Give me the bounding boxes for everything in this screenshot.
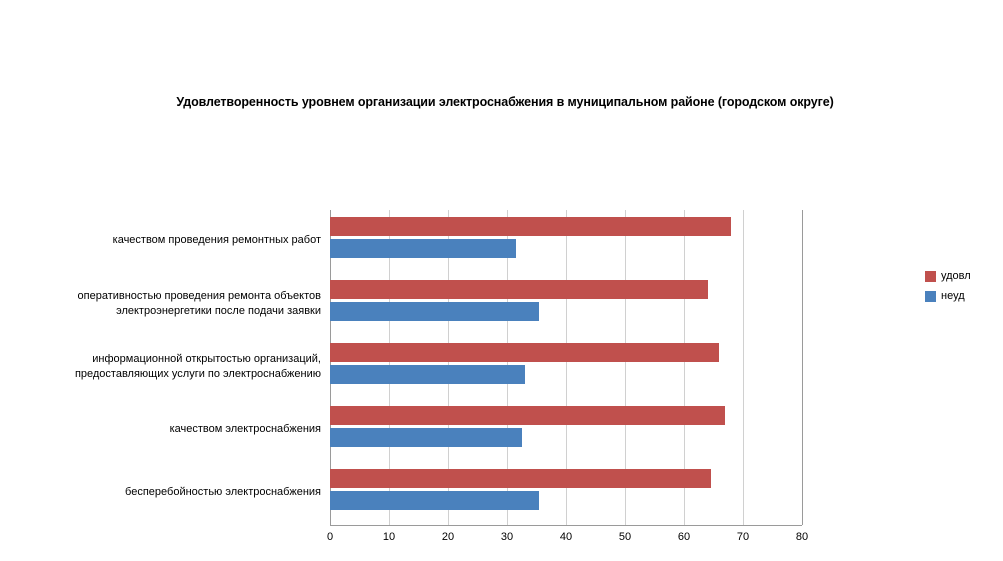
bar	[330, 428, 522, 447]
bar	[330, 343, 719, 362]
category-label: бесперебойностью электроснабжения	[125, 486, 321, 498]
bar	[330, 491, 539, 510]
x-tick-label: 40	[559, 531, 573, 543]
bar	[330, 239, 516, 258]
x-tick-label: 80	[795, 531, 809, 543]
x-axis	[330, 525, 802, 526]
bar	[330, 302, 539, 321]
category-label: информационной открытостью организаций, предоставляющих услуги по электроснабжению	[74, 352, 321, 380]
x-tick-label: 10	[382, 531, 396, 543]
category-label: качеством проведения ремонтных работ	[112, 234, 321, 246]
x-tick-label: 30	[500, 531, 514, 543]
x-tick-label: 20	[441, 531, 455, 543]
x-tick-label: 0	[326, 531, 334, 543]
x-tick-label: 70	[736, 531, 750, 543]
bar	[330, 406, 725, 425]
legend	[925, 266, 971, 306]
legend-item	[925, 286, 971, 306]
bar	[330, 469, 711, 488]
category-label: оперативностью проведения ремонта объектов электроэнергетики после подачи заявки	[77, 289, 321, 317]
legend-swatch	[925, 271, 936, 282]
bar	[330, 365, 525, 384]
bar	[330, 280, 708, 299]
x-tick-label: 60	[677, 531, 691, 543]
legend-label: неуд	[941, 290, 965, 302]
category-label: качеством электроснабжения	[169, 423, 321, 435]
x-tick-label: 50	[618, 531, 632, 543]
bar	[330, 217, 731, 236]
legend-label: удовл	[941, 270, 971, 282]
legend-swatch	[925, 291, 936, 302]
legend-item	[925, 266, 971, 286]
chart-title: Удовлетворенность уровнем организации электроснабжения в муниципальном районе (городском округе)	[176, 95, 834, 109]
